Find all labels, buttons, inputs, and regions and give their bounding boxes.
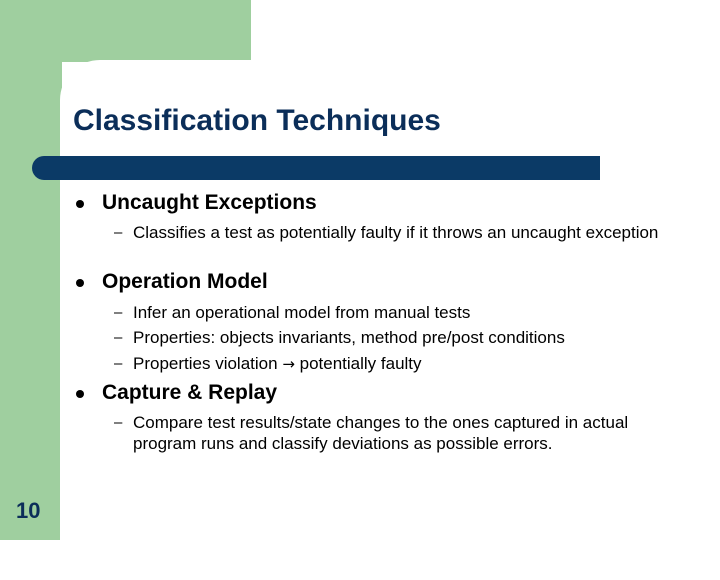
dash-icon: – [114,304,123,321]
bullet-icon [76,390,84,398]
item-operation-model-2: Properties: objects invariants, method pre/post conditions [133,328,565,347]
dash-icon: – [114,224,123,241]
item-operation-model-1: Infer an operational model from manual tests [133,303,471,322]
item-text-after: potentially faulty [299,354,422,373]
item-operation-model-3 [133,353,422,375]
dash-icon: – [114,355,123,372]
dash-icon: – [114,329,123,346]
slide-title: Classification Techniques [73,104,441,137]
heading-operation-model: Operation Model [102,270,268,293]
item-text-before: Properties violation [133,354,278,373]
bullet-icon [76,200,84,208]
bullet-icon [76,279,84,287]
arrow-right-icon: → [282,355,295,373]
heading-uncaught-exceptions: Uncaught Exceptions [102,191,317,214]
item-uncaught-exceptions-1: Classifies a test as potentially faulty if it throws an uncaught exception [133,223,659,242]
slide-number: 10 [16,498,41,523]
decor-green-left [0,0,62,540]
heading-capture-replay: Capture & Replay [102,381,278,404]
title-underline-bar [32,156,600,180]
item-capture-replay-1: Compare test results/state changes to the ones captured in actual program runs and classify deviations as possible errors. [133,413,629,453]
dash-icon: – [114,414,123,431]
